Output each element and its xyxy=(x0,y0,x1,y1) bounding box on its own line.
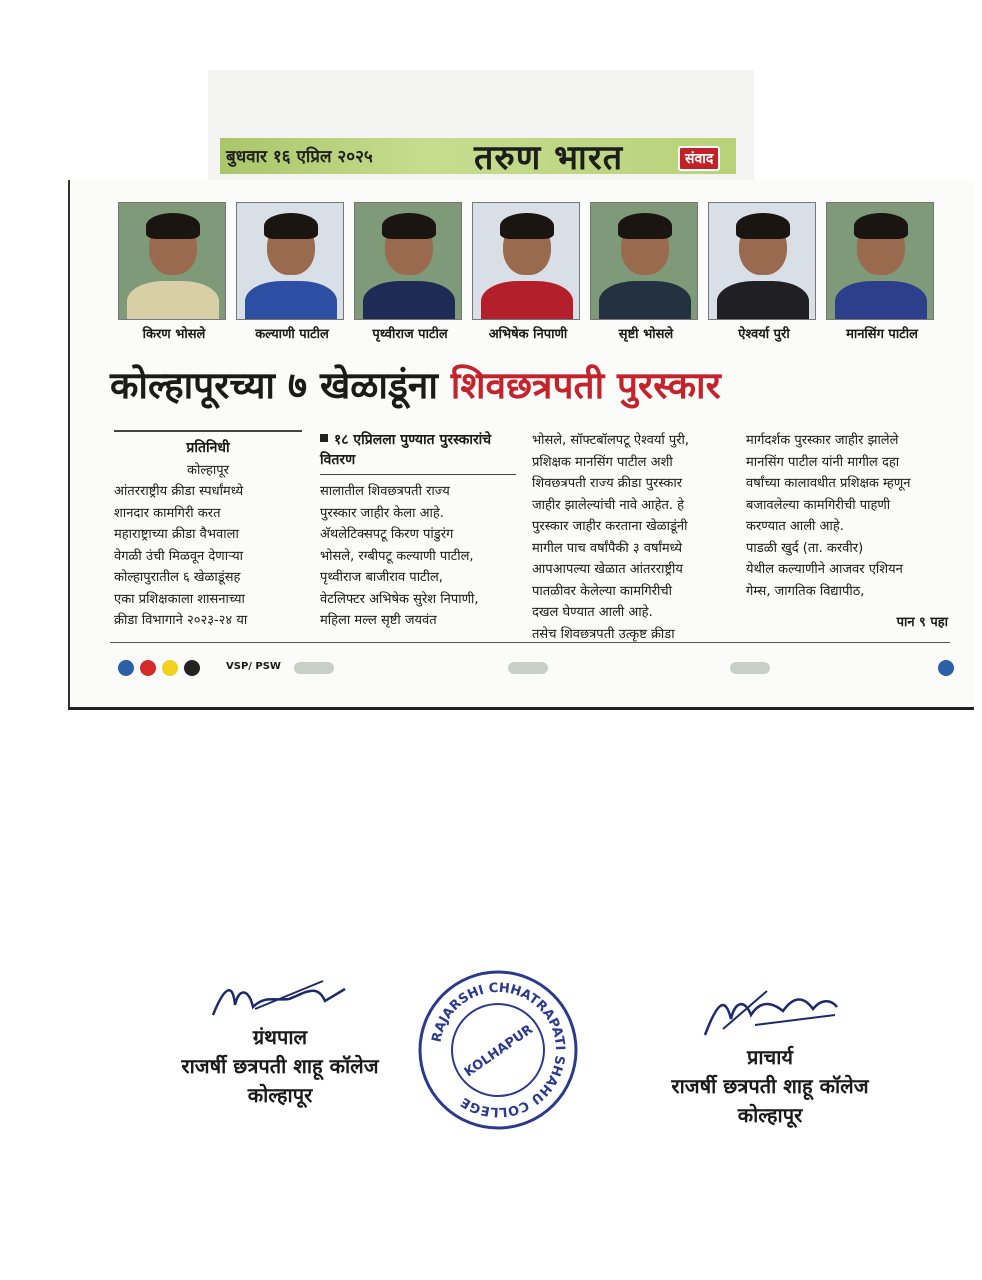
seal-ring-text: RAJARSHI CHHATRAPATI SHAHU COLLEGE xyxy=(429,980,568,1120)
subheading xyxy=(320,430,516,475)
headline xyxy=(110,358,721,409)
print-slug: VSP/ PSW xyxy=(226,661,281,672)
red-registration-dot xyxy=(140,660,156,676)
headline-part-2: शिवछत्रपती पुरस्कार xyxy=(450,364,721,407)
athlete-name-caption: पृथ्वीराज पाटील xyxy=(372,327,448,342)
athlete-name-caption: ऐश्वर्या पुरी xyxy=(738,327,790,342)
signature-scrawl xyxy=(205,975,355,1023)
athlete-torso xyxy=(245,281,337,320)
athlete-hair xyxy=(736,213,790,239)
text-line: आपआपल्या खेळात आंतरराष्ट्रीय xyxy=(532,562,683,577)
athlete-photo-row xyxy=(118,202,948,342)
athlete-photo xyxy=(236,202,344,320)
text-line: वेटलिफ्टर अभिषेक सुरेश निपाणी, xyxy=(320,591,479,607)
athlete-photo xyxy=(472,202,580,320)
column-rule xyxy=(114,430,302,432)
athlete-torso xyxy=(717,281,809,320)
text-line: मागील पाच वर्षांपैकी ३ वर्षांमध्ये xyxy=(532,540,683,556)
athlete-name-caption: किरण भोसले xyxy=(142,327,206,342)
athlete-card xyxy=(354,202,466,342)
newspaper-masthead xyxy=(208,70,754,180)
athlete-card xyxy=(826,202,938,342)
text-line: भोसले, सॉफ्टबॉलपटू ऐश्वर्या पुरी, xyxy=(532,433,690,448)
text-line: जाहीर झालेल्यांची नावे आहेत. हे xyxy=(532,497,685,513)
athlete-torso xyxy=(127,281,219,320)
college-city: कोल्हापूर xyxy=(737,1103,803,1127)
blue-registration-dot xyxy=(938,660,954,676)
text-line: शानदार कामगिरी करत xyxy=(114,505,221,521)
text-line: अ‍ॅथलेटिक्सपटू किरण पांडुरंग xyxy=(320,527,454,542)
issue-date: बुधवार १६ एप्रिल २०२५ xyxy=(226,147,373,167)
square-bullet-icon xyxy=(320,434,328,442)
bottom-rule xyxy=(110,642,950,643)
athlete-card xyxy=(708,202,820,342)
athlete-photo xyxy=(590,202,698,320)
text-line: पाडळी खुर्द (ता. करवीर) xyxy=(746,540,864,556)
athlete-torso xyxy=(363,281,455,320)
text-line: तसेच शिवछत्रपती उत्कृष्ट क्रीडा xyxy=(532,626,675,642)
college-name: राजर्षी छत्रपती शाहू कॉलेज xyxy=(671,1074,869,1098)
byline: प्रतिनिधी xyxy=(186,440,230,456)
college-city: कोल्हापूर xyxy=(247,1083,313,1107)
athlete-name-caption: मानसिंग पाटील xyxy=(846,327,918,342)
athlete-name-caption: अभिषेक निपाणी xyxy=(488,327,568,342)
article-column-3 xyxy=(532,430,742,645)
athlete-hair xyxy=(264,213,318,239)
text-line: शिवछत्रपती राज्य क्रीडा पुरस्कार xyxy=(532,476,683,491)
principal-signature-block xyxy=(640,985,900,1128)
text-line: क्रीडा विभागाने २०२३-२४ या xyxy=(114,613,248,628)
text-line: दखल घेण्यात आली आहे. xyxy=(532,605,653,620)
athlete-card xyxy=(472,202,584,342)
athlete-name-caption: कल्याणी पाटील xyxy=(255,327,329,342)
college-name: राजर्षी छत्रपती शाहू कॉलेज xyxy=(181,1054,379,1078)
athlete-hair xyxy=(854,213,908,239)
athlete-photo xyxy=(354,202,462,320)
librarian-title: ग्रंथपाल xyxy=(252,1025,308,1049)
text-line: मानसिंग पाटील यांनी मागील दहा xyxy=(746,454,900,470)
text-line: महिला मल्ल सृष्टी जयवंत xyxy=(320,613,437,628)
athlete-photo xyxy=(708,202,816,320)
text-line: महाराष्ट्राच्या क्रीडा वैभवाला xyxy=(114,527,239,542)
yellow-registration-dot xyxy=(162,660,178,676)
seal-center-text: KOLHAPUR xyxy=(461,1022,536,1081)
text-line: बजावलेल्या कामगिरीची पाहणी xyxy=(746,497,891,513)
dateline-place: कोल्हापूर xyxy=(187,462,229,478)
athlete-hair xyxy=(146,213,200,239)
athlete-torso xyxy=(835,281,927,320)
blue-registration-dot xyxy=(118,660,134,676)
athlete-torso xyxy=(481,281,573,320)
athlete-hair xyxy=(500,213,554,239)
text-line: पुरस्कार जाहीर केला आहे. xyxy=(320,505,444,521)
librarian-signature-block xyxy=(150,975,410,1108)
print-registration-marks xyxy=(118,658,958,678)
athlete-card xyxy=(118,202,230,342)
headline-part-1: कोल्हापूरच्या ७ खेळाडूंना xyxy=(110,364,451,407)
text-line: कोल्हापुरातील ६ खेळाडूंसह xyxy=(114,570,241,585)
college-seal-stamp xyxy=(416,968,580,1132)
text-line: एका प्रशिक्षकाला शासनाच्या xyxy=(114,591,245,607)
athlete-hair xyxy=(618,213,672,239)
registration-bar xyxy=(508,662,548,674)
newspaper-title: तरुण भारत xyxy=(474,138,624,178)
text-line: पुरस्कार जाहीर करताना खेळाडूंनी xyxy=(532,519,688,534)
athlete-card xyxy=(590,202,702,342)
article-column-4 xyxy=(746,430,958,602)
subheading-text: १८ एप्रिलला पुण्यात पुरस्कारांचे वितरण xyxy=(320,432,492,468)
text-line: येथील कल्याणीने आजवर एशियन xyxy=(746,562,903,577)
athlete-photo xyxy=(118,202,226,320)
black-registration-dot xyxy=(184,660,200,676)
column-1-body xyxy=(114,481,302,632)
news-clipping xyxy=(68,180,974,710)
text-line: पातळीवर केलेल्या कामगिरीची xyxy=(532,583,672,599)
article-column-1 xyxy=(114,430,302,632)
text-line: मार्गदर्शक पुरस्कार जाहीर झालेले xyxy=(746,433,899,448)
text-line: गेम्स, जागतिक विद्यापीठ, xyxy=(746,583,865,599)
text-line: वर्षांच्या कालावधीत प्रशिक्षक म्हणून xyxy=(746,476,911,491)
text-line: आंतरराष्ट्रीय क्रीडा स्पर्धांमध्ये xyxy=(114,484,244,499)
principal-title: प्राचार्य xyxy=(746,1045,794,1069)
article-column-2 xyxy=(320,430,516,632)
athlete-card xyxy=(236,202,348,342)
text-line: पृथ्वीराज बाजीराव पाटील, xyxy=(320,570,443,585)
athlete-torso xyxy=(599,281,691,320)
text-line: प्रशिक्षक मानसिंग पाटील अशी xyxy=(532,454,673,470)
samvad-badge: संवाद xyxy=(678,146,720,171)
athlete-hair xyxy=(382,213,436,239)
text-line: भोसले, रग्बीपटू कल्याणी पाटील, xyxy=(320,548,474,564)
athlete-photo xyxy=(826,202,934,320)
text-line: वेगळी उंची मिळवून देणाऱ्या xyxy=(114,548,243,564)
text-line: सालातील शिवछत्रपती राज्य xyxy=(320,484,450,499)
continued-on-page: पान ९ पहा xyxy=(896,615,948,630)
registration-bar xyxy=(294,662,334,674)
signature-scrawl xyxy=(695,985,845,1043)
athlete-name-caption: सृष्टी भोसले xyxy=(618,327,674,342)
text-line: करण्यात आली आहे. xyxy=(746,519,844,534)
registration-bar xyxy=(730,662,770,674)
